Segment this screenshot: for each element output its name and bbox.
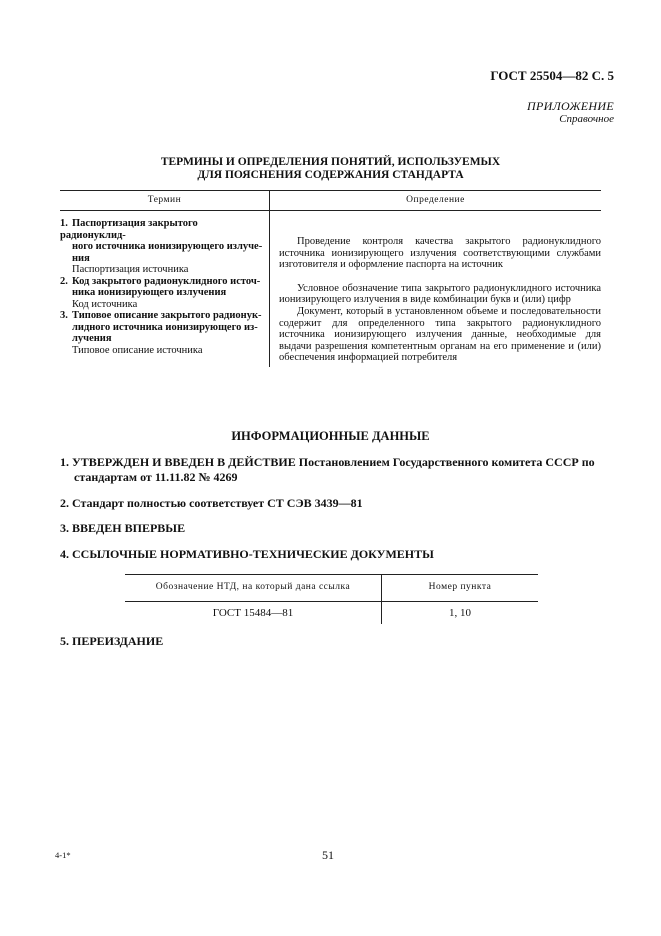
info-item-2: 2. Стандарт полностью соответствует СТ СЭВ 3439—81 [60,496,363,510]
appendix-label [527,100,614,126]
definition-1: Проведение контроля качества закрытого радионуклидного источника ионизирующего излучения соответствующими службами изготовителя и оформление паспорта на источник [279,236,601,271]
appendix-type: Справочное [559,113,614,125]
footer-mark: 4-1* [55,850,71,860]
term-text: лидного источника ионизирующего из- [72,321,258,333]
term-text: Типовое описание закрытого радионук- [72,310,262,321]
reference-document: ГОСТ 15484—81 [212,607,294,619]
term-item [60,218,265,276]
terms-title-line-2: ДЛЯ ПОЯСНЕНИЯ СОДЕРЖАНИЯ СТАНДАРТА [197,169,464,181]
info-item-3: 3. ВВЕДЕН ВПЕРВЫЕ [60,521,186,535]
term-text: ника ионизирующего излучения [72,287,227,298]
column-divider [269,191,270,210]
info-item-1-line-2: стандартам от 11.11.82 № 4269 [74,470,238,484]
term-number: 3. [60,310,68,321]
term-text: ного источника ионизирующего излуче- [72,241,263,252]
column-header-clause: Номер пункта [428,582,492,592]
table-row [125,602,538,626]
info-section-title: ИНФОРМАЦИОННЫЕ ДАННЫЕ [231,429,430,443]
document-reference: ГОСТ 25504—82 С. 5 [490,68,614,83]
info-item-4: 4. ССЫЛОЧНЫЕ НОРМАТИВНО-ТЕХНИЧЕСКИЕ ДОКУМЕНТЫ [60,547,434,561]
term-abbreviation: Код источника [72,298,138,310]
terms-table-body [60,211,601,367]
term-abbreviation: Паспортизация источника [72,264,189,275]
info-item-1-line-1: 1. УТВЕРЖДЕН И ВВЕДЕН В ДЕЙСТВИЕ Постановлением Государственного комитета СССР по [60,455,595,469]
terms-column [60,218,265,356]
term-text: Паспортизация закрытого радионуклид- [60,218,198,241]
column-header-document: Обозначение НТД, на который дана ссылка [155,582,351,592]
page-number: 51 [322,848,334,862]
term-number: 1. [60,218,68,229]
reference-clause: 1, 10 [449,607,471,619]
info-item-1 [60,455,605,485]
terms-table [60,190,601,367]
term-text: ния [72,252,90,264]
terms-section-title [60,156,601,182]
definition-2: Условное обозначение типа закрытого радионуклидного источника ионизирующего излучения в виде комбинации букв и (или) цифр [279,282,601,306]
column-divider [269,211,270,367]
definition-3: Документ, который в установленном объеме и последовательности содержит для определенного типа закрытого радионуклидного источника ионизирующего излучения данные, необходимые для выдачи разрешения компетентным органам на его применение и (или) обеспечения информацией потребителя [279,305,601,364]
appendix-title: ПРИЛОЖЕНИЕ [527,99,614,113]
definitions-column [279,216,601,364]
term-abbreviation: Типовое описание источника [72,344,203,356]
term-item [60,310,265,356]
column-header-definition: Определение [406,195,465,205]
term-number: 2. [60,275,68,287]
term-text: лучения [72,333,112,344]
reference-table-header [125,574,538,602]
terms-title-line-1: ТЕРМИНЫ И ОПРЕДЕЛЕНИЯ ПОНЯТИЙ, ИСПОЛЬЗУЕМЫХ [160,156,501,168]
term-text: Код закрытого радионуклидного источ- [72,275,261,287]
info-item-5: 5. ПЕРЕИЗДАНИЕ [60,634,164,648]
terms-table-header [60,190,601,211]
column-header-term: Термин [147,195,182,205]
reference-documents-table [125,574,538,626]
term-item [60,276,265,311]
